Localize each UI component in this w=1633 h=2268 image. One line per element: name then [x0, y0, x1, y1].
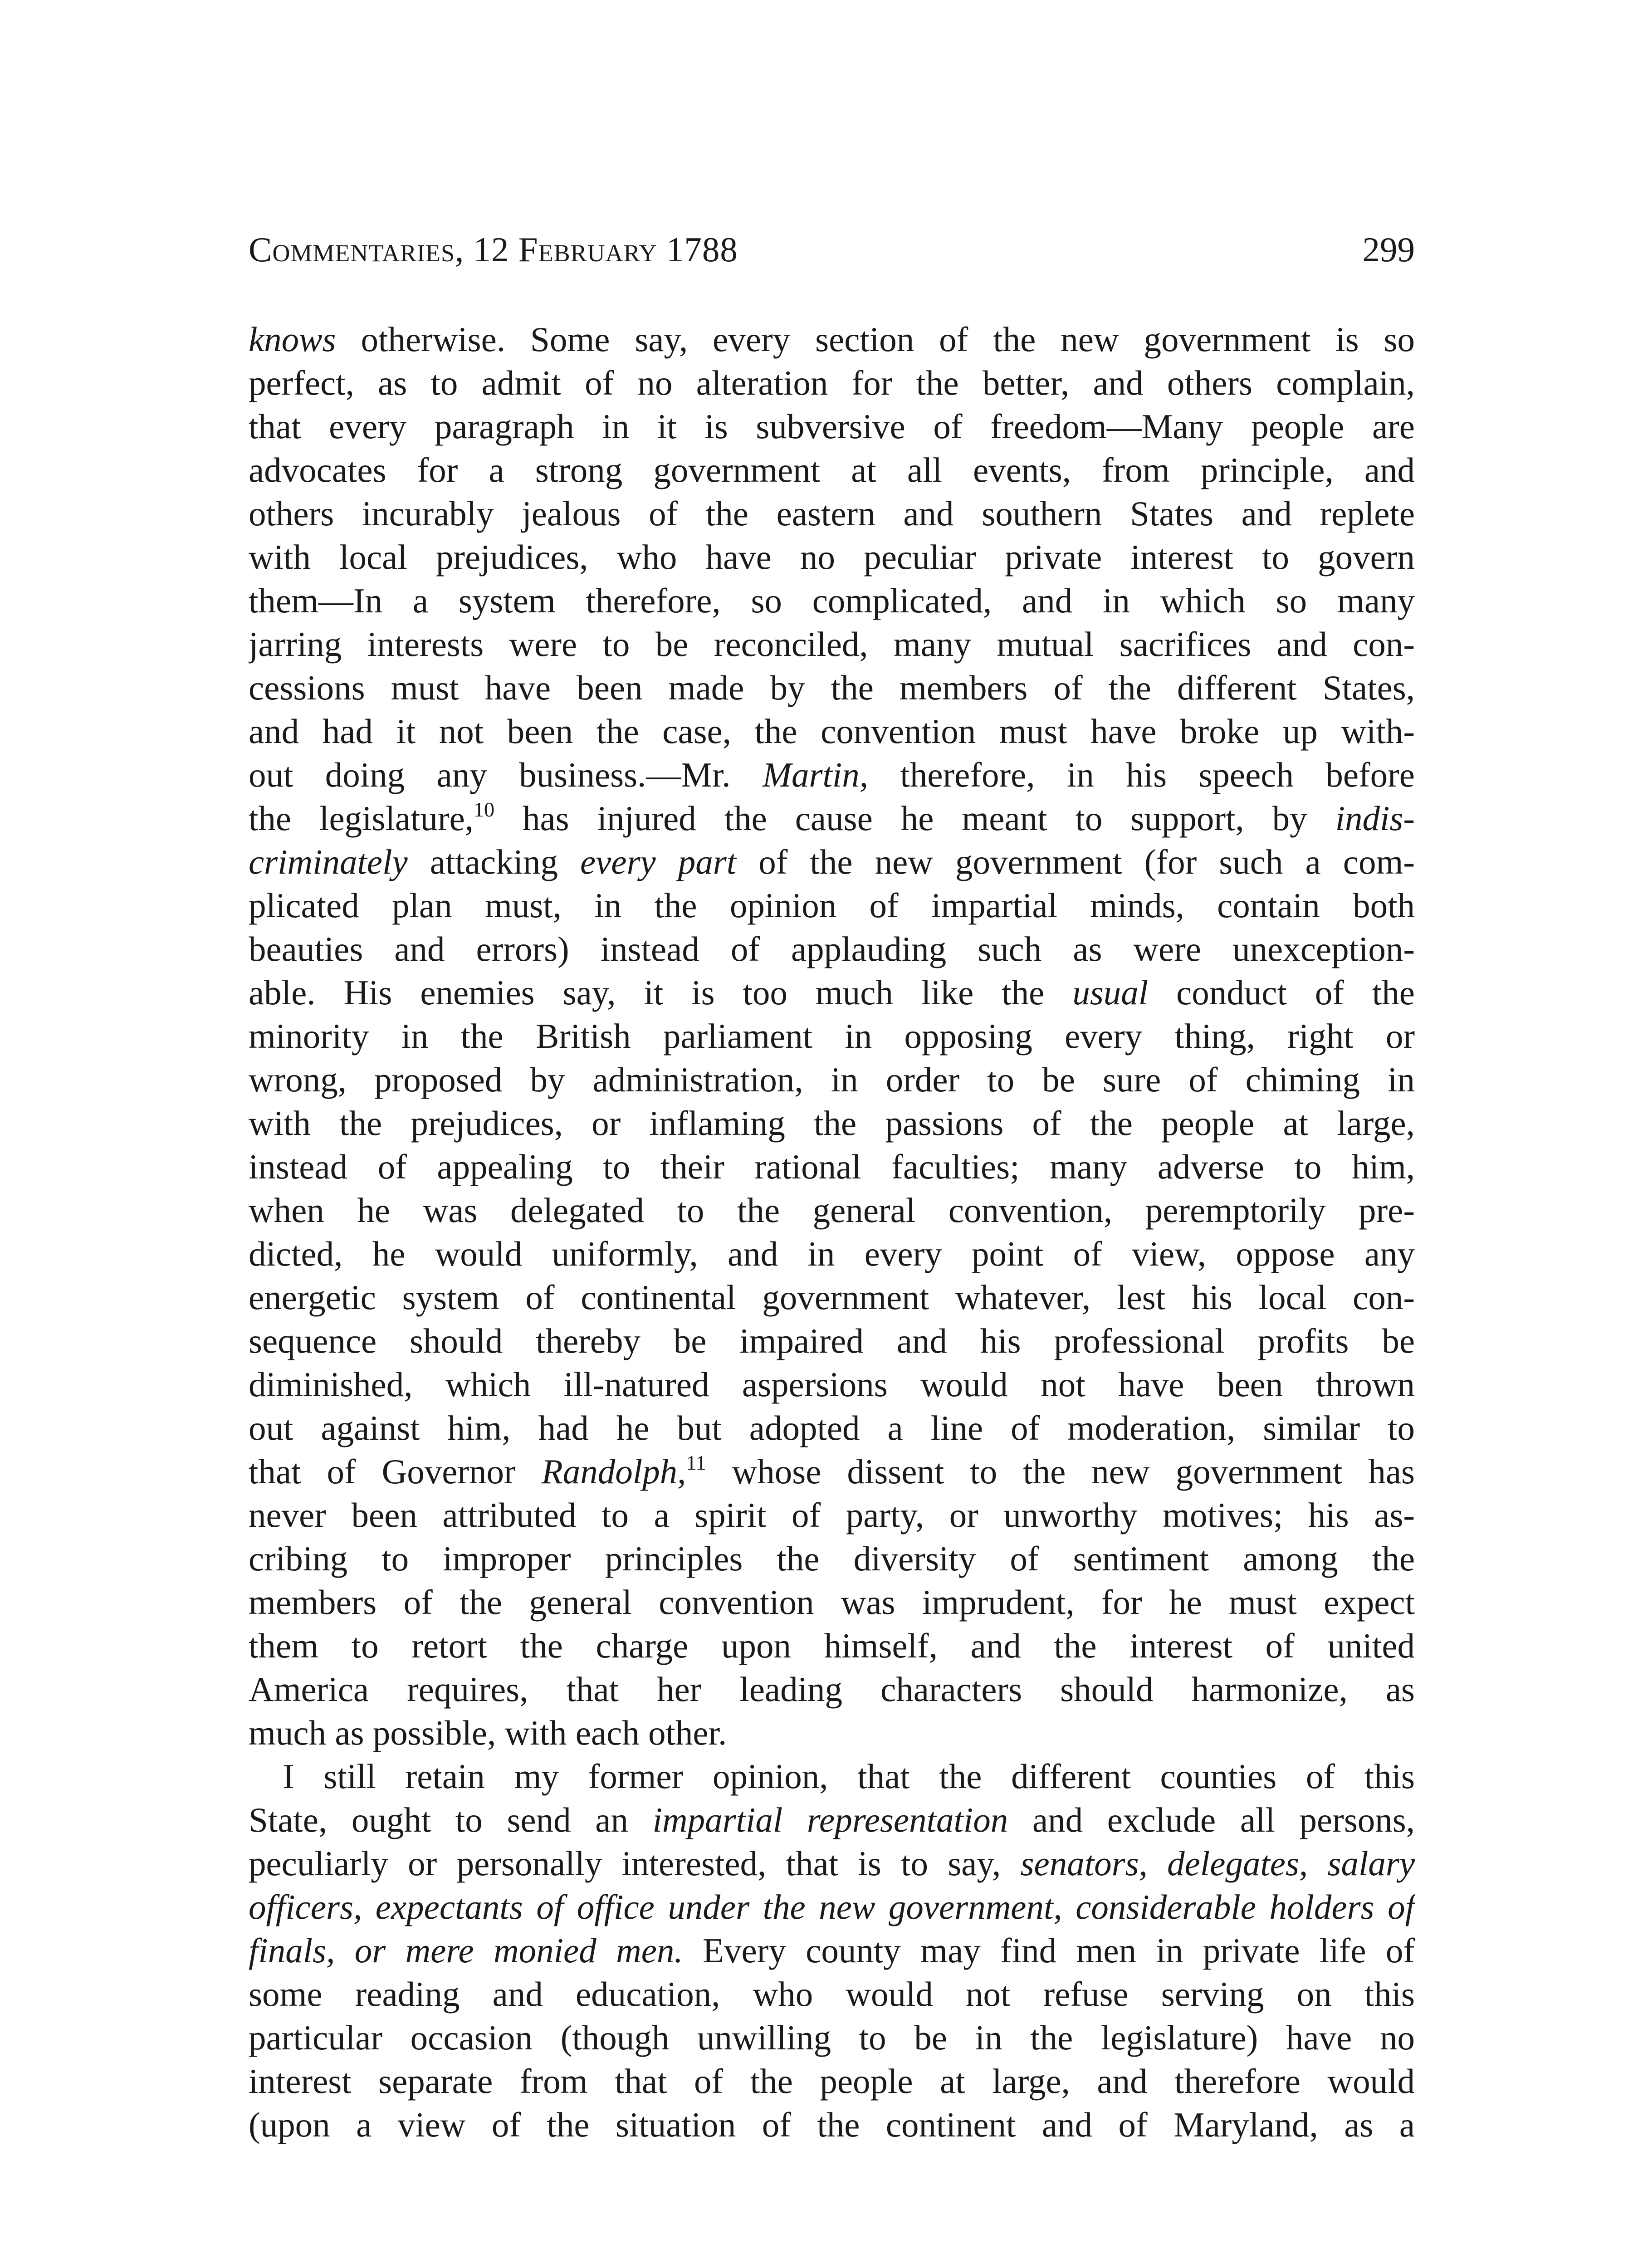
text-line: out doing any business.—Mr. Martin, therefore, in his speech before [249, 755, 1415, 794]
text-line: them to retort the charge upon himself, and the interest of united [249, 1626, 1415, 1665]
text-line: never been attributed to a spirit of party, or unworthy motives; his as- [249, 1496, 1415, 1535]
italic-text: indis- [1335, 799, 1415, 838]
running-title: Commentaries, 12 February 1788 [249, 230, 738, 269]
italic-text: impartial representation [652, 1800, 1008, 1839]
footnote-marker: 10 [474, 798, 495, 821]
text-line: peculiarly or personally interested, that is to say, senators, delegates, salary [249, 1844, 1415, 1883]
text-line: members of the general convention was imprudent, for he must expect [249, 1583, 1415, 1622]
text-line: cessions must have been made by the members of the different States, [249, 668, 1415, 707]
text-line: knows otherwise. Some say, every section of the new government is so [249, 320, 1415, 359]
text-line: I still retain my former opinion, that the different counties of this [283, 1757, 1415, 1796]
italic-text: Martin, [762, 755, 869, 794]
text-line: beauties and errors) instead of applauding such as were unexception- [249, 929, 1415, 968]
text-line: and had it not been the case, the convention must have broke up with- [249, 712, 1415, 751]
text-line: when he was delegated to the general convention, peremptorily pre- [249, 1191, 1415, 1230]
text-line: instead of appealing to their rational faculties; many adverse to him, [249, 1147, 1415, 1186]
text-line: that of Governor Randolph,$^{11}$ whose dissent to the new government has [249, 1451, 1415, 1491]
text-line: cribing to improper principles the diversity of sentiment among the [249, 1539, 1415, 1578]
text-line: much as possible, with each other. [249, 1713, 727, 1752]
text-line: with the prejudices, or inflaming the passions of the people at large, [249, 1104, 1415, 1143]
footnote-marker: 11 [686, 1451, 706, 1474]
text-line [249, 1885, 1415, 1929]
text-line: able. His enemies say, it is too much like the usual conduct of the [249, 973, 1415, 1012]
text-line: with local prejudices, who have no peculiar private interest to govern [249, 538, 1415, 577]
running-header [249, 227, 1415, 272]
italic-text: usual [1072, 973, 1149, 1012]
italic-text: criminately [249, 842, 408, 881]
page-number: 299 [1362, 230, 1415, 269]
text-line: interest separate from that of the people at large, and therefore would [249, 2062, 1415, 2101]
text-line: dicted, he would uniformly, and in every point of view, oppose any [249, 1234, 1415, 1273]
text-line: advocates for a strong government at all events, from principle, and [249, 450, 1415, 489]
text-line: plicated plan must, in the opinion of impartial minds, contain both [249, 886, 1415, 925]
text-line: (upon a view of the situation of the continent and of Maryland, as a [249, 2105, 1415, 2144]
italic-text: knows [249, 320, 336, 359]
text-line: criminately attacking every part of the new government (for such a com- [249, 842, 1415, 881]
italic-text: senators, delegates, salary [1020, 1844, 1415, 1883]
text-line: energetic system of continental government whatever, lest his local con- [249, 1278, 1415, 1317]
text-line: America requires, that her leading characters should harmonize, as [249, 1670, 1415, 1709]
italic-text: finals, or mere monied men. [249, 1931, 683, 1970]
text-line: sequence should thereby be impaired and his professional profits be [249, 1321, 1415, 1360]
text-line: that every paragraph in it is subversive of freedom—Many people are [249, 407, 1415, 446]
text-line: others incurably jealous of the eastern and southern States and replete [249, 494, 1415, 533]
text-line: finals, or mere monied men. Every county may find men in private life of [249, 1931, 1415, 1970]
italic-text: Randolph, [541, 1452, 686, 1491]
text-line: diminished, which ill-natured aspersions would not have been thrown [249, 1365, 1415, 1404]
text-line: the legislature,$^{10}$ has injured the cause he meant to support, by indis- [249, 798, 1415, 838]
italic-text: officers, expectants of office under the new government, considerable holders of [249, 1887, 1415, 1926]
text-line: out against him, had he but adopted a line of moderation, similar to [249, 1408, 1415, 1447]
text-line: some reading and education, who would not refuse serving on this [249, 1975, 1415, 2014]
text-line: them—In a system therefore, so complicated, and in which so many [249, 581, 1415, 620]
text-line: jarring interests were to be reconciled, many mutual sacrifices and con- [249, 625, 1415, 664]
text-line: perfect, as to admit of no alteration for the better, and others complain, [249, 363, 1415, 402]
text-line: wrong, proposed by administration, in order to be sure of chiming in [249, 1060, 1415, 1099]
text-line: minority in the British parliament in opposing every thing, right or [249, 1017, 1415, 1056]
italic-text: every part [580, 842, 737, 881]
text-line: particular occasion (though unwilling to be in the legislature) have no [249, 2018, 1415, 2057]
text-line: State, ought to send an impartial representation and exclude all persons, [249, 1800, 1415, 1839]
